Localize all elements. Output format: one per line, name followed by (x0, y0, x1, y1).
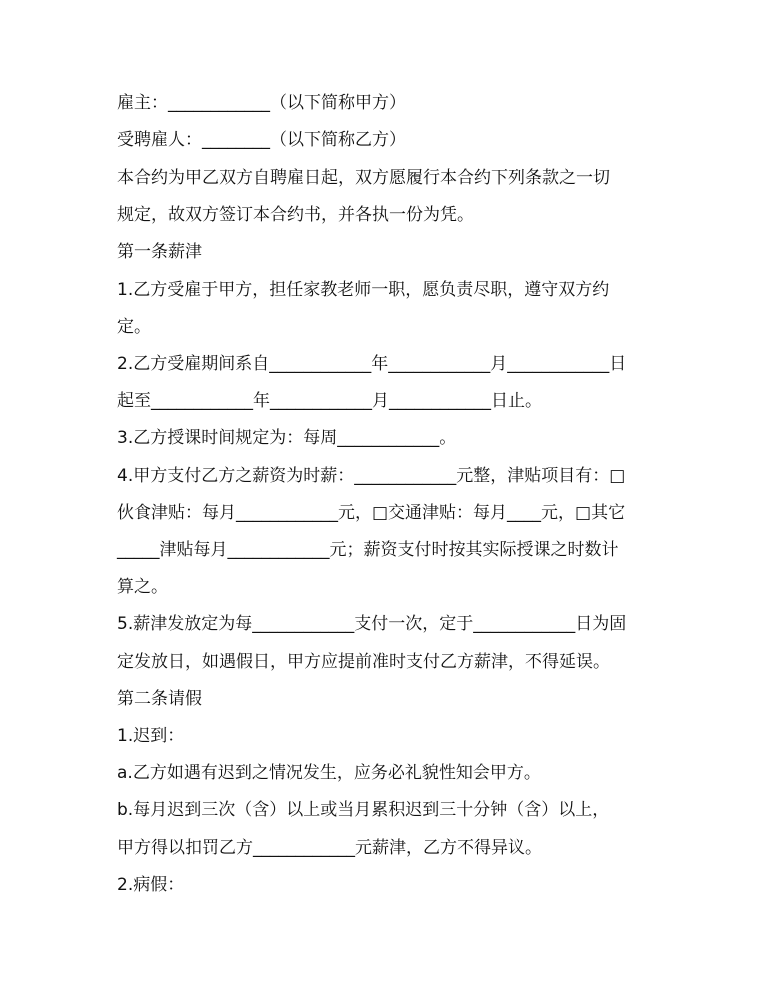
section-heading-leave: 第二条请假 (117, 689, 202, 709)
section-heading-salary: 第一条薪津 (117, 242, 202, 262)
clause-4-line-1: 4.甲方支付乙方之薪资为时薪：____________元整，津贴项目有：□ (117, 466, 626, 486)
leave-item-a: a.乙方如遇有迟到之情况发生，应务必礼貌性知会甲方。 (117, 763, 541, 783)
clause-5-line-1: 5.薪津发放定为每____________支付一次，定于____________日为固 (117, 614, 627, 634)
leave-item-1: 1.迟到： (117, 726, 185, 746)
clause-2-line-2: 起至____________年____________月____________日止。 (117, 391, 542, 411)
leave-item-b-line-1: b.每月迟到三次（含）以上或当月累积迟到三十分钟（含）以上， (117, 800, 610, 820)
clause-2-line-1: 2.乙方受雇期间系自____________年____________月____________日 (117, 354, 627, 374)
clause-4-line-4: 算之。 (117, 577, 168, 597)
employee-line: 受聘雇人：________（以下简称乙方） (117, 130, 406, 150)
clause-4-line-2: 伙食津贴：每月____________元，□交通津贴：每月____元，□其它 (117, 503, 626, 523)
clause-1-line-1: 1.乙方受雇于甲方，担任家教老师一职，愿负责尽职，遵守双方约 (117, 280, 610, 300)
clause-1-line-2: 定。 (117, 317, 151, 337)
clause-5-line-2: 定发放日，如遇假日，甲方应提前准时支付乙方薪津，不得延误。 (117, 652, 610, 672)
employer-line: 雇主：____________（以下简称甲方） (117, 93, 406, 113)
leave-item-2: 2.病假： (117, 875, 185, 895)
clause-4-line-3: _____津贴每月____________元；薪资支付时按其实际授课之时数计 (117, 540, 619, 560)
intro-line-2: 规定，故双方签订本合约书，并各执一份为凭。 (117, 205, 474, 225)
clause-3-line: 3.乙方授课时间规定为：每周____________。 (117, 428, 457, 448)
leave-item-b-line-2: 甲方得以扣罚乙方____________元薪津，乙方不得异议。 (117, 838, 542, 858)
intro-line-1: 本合约为甲乙双方自聘雇日起，双方愿履行本合约下列条款之一切 (117, 168, 610, 188)
